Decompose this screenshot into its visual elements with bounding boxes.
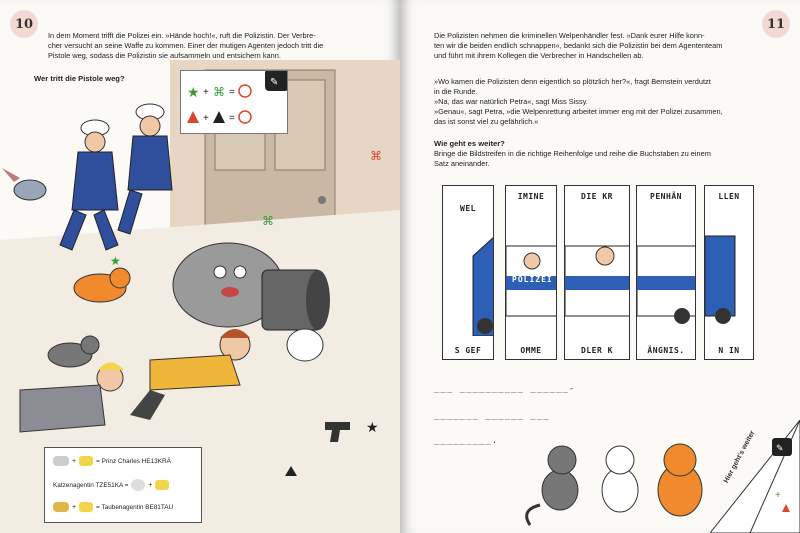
left-paragraph bbox=[48, 31, 378, 61]
agent-icon bbox=[79, 456, 93, 466]
riddle-symbols bbox=[181, 71, 287, 133]
red-triangle-icon bbox=[187, 111, 199, 123]
strip-top-letters: IMINE bbox=[517, 192, 545, 201]
strip-scene bbox=[565, 216, 630, 336]
agent-icon bbox=[155, 480, 169, 490]
picture-strip bbox=[564, 185, 630, 360]
pigeon bbox=[2, 168, 46, 200]
clover-symbol: ⌘ bbox=[370, 149, 382, 163]
page-number-right: 11 bbox=[762, 10, 790, 38]
star-icon: ★ bbox=[187, 84, 200, 100]
right-paragraph-2 bbox=[434, 77, 774, 127]
trash-can bbox=[262, 270, 330, 330]
white-cat bbox=[287, 329, 323, 361]
puzzle-glyph-icon: ✎ bbox=[270, 77, 279, 88]
agent-icon bbox=[53, 456, 69, 466]
plus-sign: + bbox=[203, 113, 209, 124]
plus-icon: + bbox=[148, 481, 153, 489]
right-paragraph-1 bbox=[434, 31, 764, 61]
strip-scene bbox=[637, 216, 696, 336]
instruction bbox=[434, 149, 774, 169]
symbol-riddle-box bbox=[180, 70, 288, 134]
agent-icon bbox=[131, 479, 145, 491]
text-line: »Genau«, sagt Petra, »die Welpenrettung arbeitet immer eng mit der Polizei zusammen, bbox=[434, 107, 723, 116]
plus-sign: + bbox=[203, 87, 209, 98]
white-cat bbox=[602, 446, 638, 512]
text-line: Pistole weg, sodass die Polizistin sie aufsammeln und entsichern kann. bbox=[48, 51, 281, 60]
police-officer bbox=[60, 120, 118, 250]
strip-bottom-letters: OMME bbox=[520, 346, 542, 355]
circle-icon bbox=[239, 111, 251, 123]
picture-strip bbox=[505, 185, 557, 360]
page-number-left: 10 bbox=[10, 10, 38, 38]
text-line: »Wo kamen die Polizisten denn eigentlich so plötzlich her?«, fragt Bernstein verdutzt bbox=[434, 77, 711, 86]
strip-scene bbox=[443, 226, 494, 336]
plus-icon: + bbox=[775, 490, 781, 501]
key-row bbox=[53, 479, 169, 491]
cats-illustration bbox=[520, 430, 720, 530]
right-question: Wie geht es weiter? bbox=[434, 139, 505, 148]
plus-icon: + bbox=[72, 503, 77, 511]
text-line: »Na, das war natürlich Petra«, sagt Miss Sissy. bbox=[434, 97, 588, 106]
equals-sign: = bbox=[229, 87, 235, 98]
strip-top-letters: DIE KR bbox=[581, 192, 613, 201]
text-line: das ist sonst viel zu gefährlich.« bbox=[434, 117, 539, 126]
answer-line: _______ ______ ___ bbox=[434, 411, 550, 421]
key-row bbox=[53, 502, 173, 512]
picture-strip bbox=[704, 185, 754, 360]
picture-strip bbox=[636, 185, 696, 360]
police-car-label: POLIZEI bbox=[512, 275, 553, 284]
strip-bottom-letters: S GEF bbox=[454, 346, 482, 355]
grey-cat bbox=[527, 446, 578, 525]
answer-line: _________. bbox=[434, 436, 499, 446]
star-symbol: ★ bbox=[110, 254, 121, 268]
puzzle-glyph-icon: ✎ bbox=[776, 443, 784, 453]
picture-strip bbox=[442, 185, 494, 360]
left-question: Wer tritt die Pistole weg? bbox=[34, 74, 125, 83]
strip-top-letters: WEL bbox=[460, 204, 476, 213]
text-line: in die Runde. bbox=[434, 87, 478, 96]
text-line: In dem Moment trifft die Polizei ein. »Hände hoch!«, ruft die Polizistin. Der Verbre- bbox=[48, 31, 316, 40]
strip-top-letters: LLEN bbox=[718, 192, 740, 201]
page-corner-curl[interactable] bbox=[710, 420, 800, 533]
clover-symbol: ⌘ bbox=[262, 214, 274, 228]
key-label: = Taubenagentin BE81TAU bbox=[96, 503, 174, 511]
circle-icon bbox=[239, 85, 251, 97]
strip-bottom-letters: DLER K bbox=[581, 346, 613, 355]
continue-label[interactable]: Hier geht's weiter bbox=[723, 429, 757, 485]
answer-key-box bbox=[44, 447, 202, 523]
strip-bottom-letters: ÄNGNIS. bbox=[647, 346, 685, 355]
strip-top-letters: PENHÄN bbox=[650, 192, 682, 201]
door-knob bbox=[318, 196, 326, 204]
strip-bottom-letters: N IN bbox=[718, 346, 740, 355]
black-triangle-icon bbox=[213, 111, 225, 123]
key-label: = Prinz Charles HE13KRÄ bbox=[96, 457, 171, 465]
agent-icon bbox=[53, 502, 69, 512]
agent-icon bbox=[79, 502, 93, 512]
strip-scene bbox=[705, 216, 754, 336]
right-page bbox=[400, 0, 800, 533]
text-line: und führt mit ihrem Kollegen die Verbrecher in Handschellen ab. bbox=[434, 51, 644, 60]
text-line: Satz aneinander. bbox=[434, 159, 490, 168]
equals-sign: = bbox=[229, 113, 235, 124]
plus-icon: + bbox=[72, 457, 77, 465]
key-row bbox=[53, 456, 171, 466]
answer-line: ___ __________ ______- bbox=[434, 384, 576, 394]
text-line: ten wir die beiden endlich schnappen«, bedankt sich die Polizistin bei dem Agententeam bbox=[434, 41, 723, 50]
orange-cat bbox=[658, 444, 702, 516]
key-label: Katzenagentin TZE51KA = bbox=[53, 481, 129, 489]
clover-icon: ⌘ bbox=[213, 85, 225, 99]
text-line: Bringe die Bildstreifen in die richtige Reihenfolge und reihe die Buchstaben zu einem bbox=[434, 149, 711, 158]
police-officer bbox=[118, 104, 172, 234]
text-line: cher versucht an seine Waffe zu kommen. Einer der mutigen Agenten jedoch tritt die bbox=[48, 41, 324, 50]
text-line: Die Polizisten nehmen die kriminellen Welpenhändler fest. »Dank eurer Hilfe konn- bbox=[434, 31, 705, 40]
star-symbol: ★ bbox=[366, 419, 379, 435]
